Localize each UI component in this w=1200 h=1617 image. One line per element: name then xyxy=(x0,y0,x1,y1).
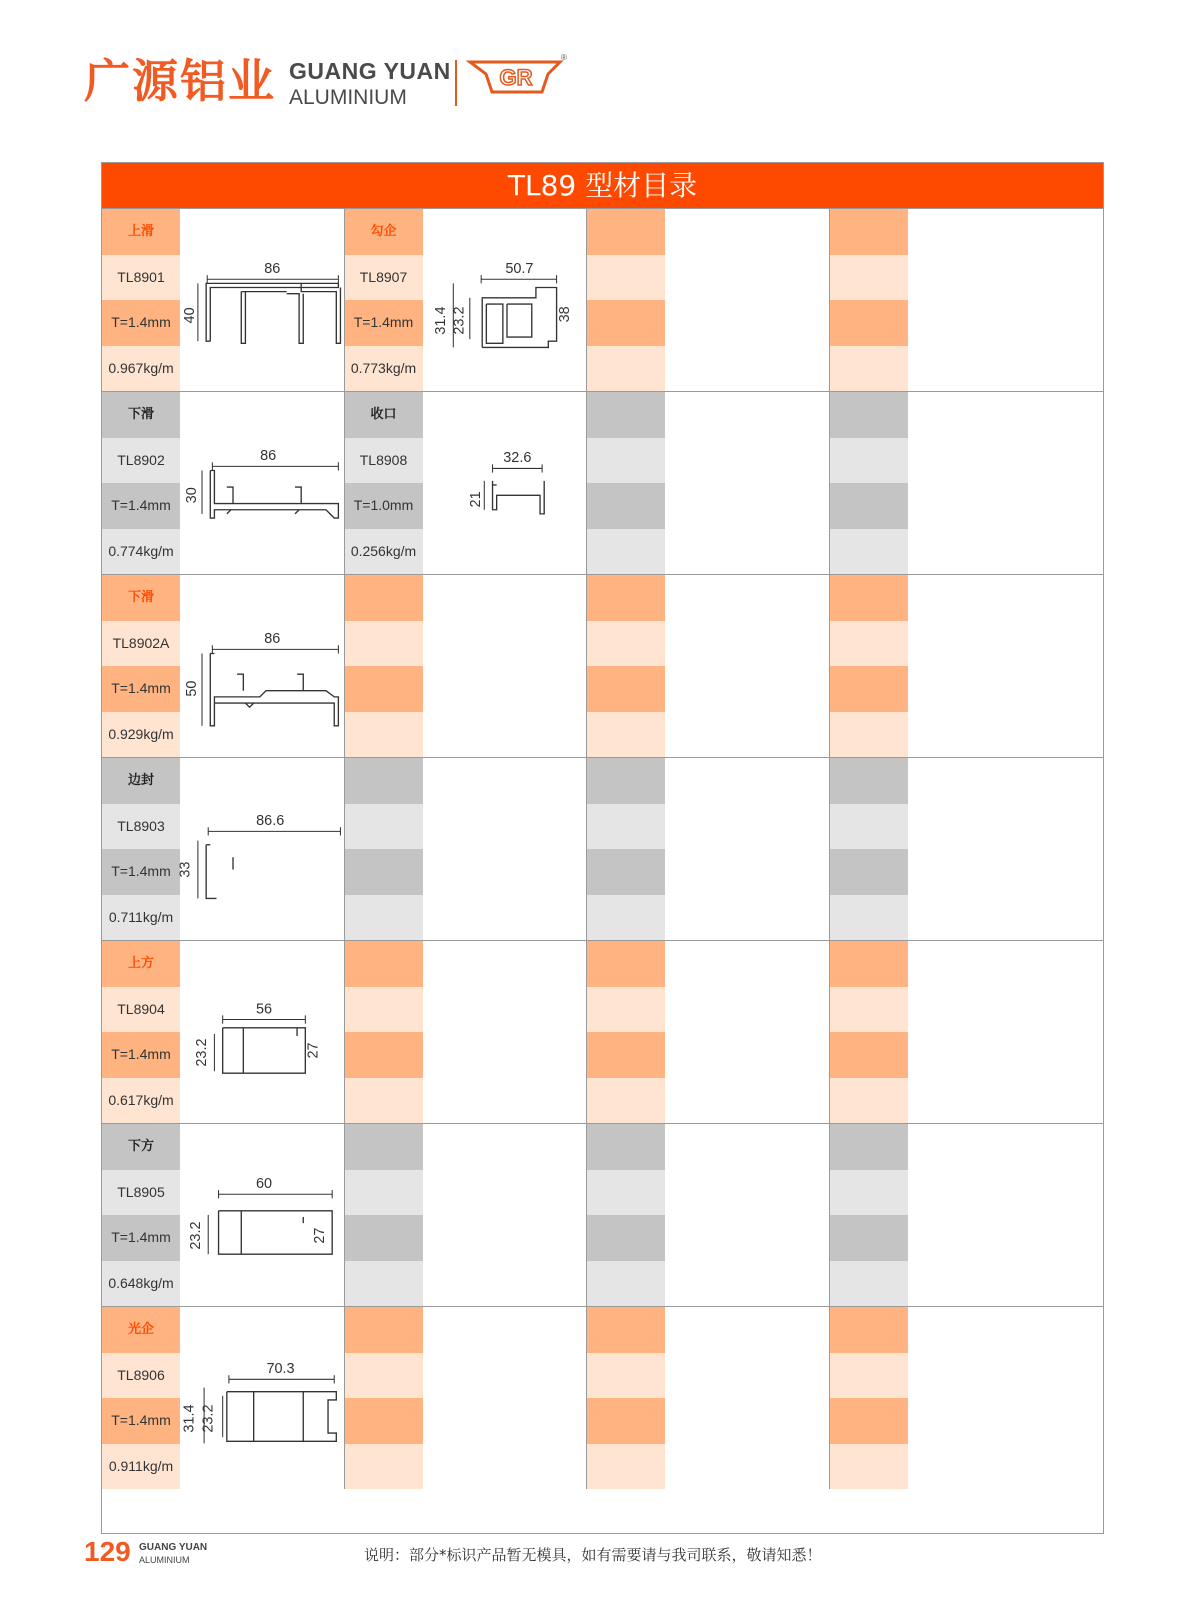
table-title: TL89 型材目录 xyxy=(102,163,1103,208)
profile-thickness xyxy=(830,666,908,712)
profile-weight xyxy=(830,346,908,392)
profile-code xyxy=(830,1170,908,1216)
profile-weight xyxy=(587,346,665,392)
profile-weight xyxy=(345,1444,423,1490)
info-strip xyxy=(830,758,908,940)
info-strip xyxy=(102,1307,180,1489)
profile-weight xyxy=(345,895,423,941)
profile-name: 下方 xyxy=(102,1124,180,1170)
catalog-cell xyxy=(102,209,345,391)
profile-code xyxy=(587,1170,665,1216)
profile-outline xyxy=(227,487,233,504)
catalog-cell xyxy=(830,392,1073,574)
profile-weight: 0.929kg/m xyxy=(102,712,180,758)
profile-thickness: T=1.4mm xyxy=(102,1215,180,1261)
profile-code xyxy=(345,1353,423,1399)
profile-name: 边封 xyxy=(102,758,180,804)
catalog-cell xyxy=(102,575,345,757)
dimension-label: 38 xyxy=(556,306,573,323)
info-strip xyxy=(587,575,665,757)
profile-outline xyxy=(241,292,245,344)
catalog-cell xyxy=(102,1124,345,1306)
brand-name-cn: 广源铝业 xyxy=(84,54,276,108)
profile-thickness xyxy=(830,1215,908,1261)
dimension-label: 86 xyxy=(260,448,277,465)
profile-thickness: T=1.0mm xyxy=(345,483,423,529)
catalog-cell xyxy=(102,941,345,1123)
profile-thickness xyxy=(345,849,423,895)
footer-brand: GUANG YUAN xyxy=(139,1542,208,1553)
profile-weight xyxy=(345,712,423,758)
profile-weight xyxy=(587,1078,665,1124)
profile-name: 光企 xyxy=(102,1307,180,1353)
profile-outline xyxy=(492,481,544,514)
profile-name xyxy=(345,575,423,621)
profile-weight xyxy=(587,895,665,941)
profile-outline xyxy=(223,1028,306,1073)
profile-thickness xyxy=(587,1398,665,1444)
catalog-cell xyxy=(345,209,588,391)
info-strip xyxy=(345,209,423,391)
profile-name: 收口 xyxy=(345,392,423,438)
profile-code: TL8908 xyxy=(345,438,423,484)
profile-code xyxy=(830,438,908,484)
profile-weight xyxy=(830,895,908,941)
catalog-row xyxy=(102,574,1103,757)
profile-thickness xyxy=(587,666,665,712)
profile-code xyxy=(345,804,423,850)
catalog-cell xyxy=(830,1124,1073,1306)
info-strip xyxy=(587,758,665,940)
profile-name: 下滑 xyxy=(102,575,180,621)
profile-drawing xyxy=(180,575,348,763)
profile-name xyxy=(587,392,665,438)
profile-weight: 0.773kg/m xyxy=(345,346,423,392)
profile-code xyxy=(830,621,908,667)
profile-outline xyxy=(486,304,503,343)
catalog-row xyxy=(102,391,1103,574)
profile-code: TL8902 xyxy=(102,438,180,484)
profile-thickness: T=1.4mm xyxy=(102,849,180,895)
info-strip xyxy=(102,392,180,574)
profile-outline xyxy=(301,283,340,343)
profile-thickness xyxy=(830,1032,908,1078)
profile-code: TL8904 xyxy=(102,987,180,1033)
profile-name xyxy=(830,575,908,621)
profile-catalog-table xyxy=(101,162,1104,1534)
profile-code xyxy=(830,987,908,1033)
info-strip xyxy=(345,1124,423,1306)
page-header xyxy=(84,48,784,112)
catalog-row xyxy=(102,1306,1103,1489)
registered-mark: ® xyxy=(561,53,567,62)
profile-code xyxy=(830,255,908,301)
profile-name xyxy=(345,1124,423,1170)
catalog-cell xyxy=(587,209,830,391)
profile-name xyxy=(830,941,908,987)
catalog-cell xyxy=(830,941,1073,1123)
catalog-cell xyxy=(830,758,1073,940)
dimension-label: 23.2 xyxy=(200,1404,217,1433)
profile-thickness xyxy=(587,1215,665,1261)
profile-name xyxy=(830,209,908,255)
info-strip xyxy=(587,1124,665,1306)
dimension-label: 56 xyxy=(255,1001,273,1018)
profile-code xyxy=(587,438,665,484)
dimension-label: 27 xyxy=(311,1227,328,1244)
info-strip xyxy=(345,758,423,940)
dimension-label: 23.2 xyxy=(451,306,468,335)
profile-thickness xyxy=(587,849,665,895)
info-strip xyxy=(102,758,180,940)
info-strip xyxy=(830,209,908,391)
catalog-row xyxy=(102,208,1103,391)
profile-outline xyxy=(287,294,304,344)
profile-weight xyxy=(830,712,908,758)
profile-thickness: T=1.4mm xyxy=(102,483,180,529)
dimension-label: 33 xyxy=(177,861,194,878)
catalog-cell xyxy=(102,758,345,940)
dimension-label: 21 xyxy=(467,491,484,508)
info-strip xyxy=(102,209,180,391)
catalog-cell xyxy=(587,1307,830,1489)
profile-thickness xyxy=(345,1398,423,1444)
profile-drawing xyxy=(180,941,348,1129)
catalog-row xyxy=(102,757,1103,940)
profile-code xyxy=(345,1170,423,1216)
profile-name xyxy=(345,758,423,804)
profile-weight xyxy=(345,1078,423,1124)
profile-drawing xyxy=(423,209,591,397)
profile-code: TL8907 xyxy=(345,255,423,301)
profile-thickness: T=1.4mm xyxy=(345,300,423,346)
dimension-label: 30 xyxy=(183,487,200,504)
catalog-cell xyxy=(102,1307,345,1489)
dimension-label: 86.6 xyxy=(256,813,285,830)
info-strip xyxy=(102,1124,180,1306)
profile-code xyxy=(830,1353,908,1399)
profile-weight: 0.617kg/m xyxy=(102,1078,180,1124)
dimension-label: 70.3 xyxy=(266,1361,295,1378)
brand-logo xyxy=(468,52,568,104)
footer-note: 说明：部分*标识产品暂无模具，如有需要请与我司联系，敬请知悉！ xyxy=(364,1546,822,1564)
profile-thickness xyxy=(587,300,665,346)
catalog-cell xyxy=(587,575,830,757)
profile-drawing xyxy=(180,1124,348,1312)
catalog-cell xyxy=(345,1124,588,1306)
profile-code xyxy=(345,987,423,1033)
profile-name xyxy=(587,758,665,804)
dimension-label: 32.6 xyxy=(502,450,531,467)
profile-weight: 0.967kg/m xyxy=(102,346,180,392)
profile-weight: 0.256kg/m xyxy=(345,529,423,575)
profile-thickness: T=1.4mm xyxy=(102,300,180,346)
dimension-label: 40 xyxy=(181,307,198,324)
profile-outline xyxy=(237,674,243,691)
profile-code: TL8906 xyxy=(102,1353,180,1399)
info-strip xyxy=(102,575,180,757)
catalog-cell xyxy=(830,209,1073,391)
info-strip xyxy=(830,1124,908,1306)
catalog-cell xyxy=(587,758,830,940)
info-strip xyxy=(345,1307,423,1489)
profile-weight xyxy=(587,1444,665,1490)
dimension-label: 31.4 xyxy=(432,306,449,335)
profile-weight xyxy=(345,1261,423,1307)
info-strip xyxy=(587,941,665,1123)
brand-subtitle-en: ALUMINIUM xyxy=(289,86,407,109)
profile-name xyxy=(830,1307,908,1353)
info-strip xyxy=(345,392,423,574)
profile-name xyxy=(830,758,908,804)
info-strip xyxy=(830,392,908,574)
profile-weight: 0.774kg/m xyxy=(102,529,180,575)
profile-drawing xyxy=(423,392,591,580)
profile-thickness xyxy=(345,1215,423,1261)
profile-code xyxy=(587,621,665,667)
profile-outline xyxy=(295,487,301,504)
profile-weight: 0.711kg/m xyxy=(102,895,180,941)
dimension-label: 50 xyxy=(183,680,200,697)
profile-weight xyxy=(830,1078,908,1124)
header-divider xyxy=(455,60,457,106)
profile-weight xyxy=(830,529,908,575)
profile-name: 上滑 xyxy=(102,209,180,255)
catalog-cell xyxy=(587,392,830,574)
profile-weight xyxy=(587,1261,665,1307)
profile-weight xyxy=(587,712,665,758)
profile-code: TL8905 xyxy=(102,1170,180,1216)
profile-code xyxy=(345,621,423,667)
profile-outline xyxy=(206,845,216,899)
profile-name: 勾企 xyxy=(345,209,423,255)
profile-code: TL8902A xyxy=(102,621,180,667)
dimension-label: 86 xyxy=(264,631,281,648)
catalog-cell xyxy=(345,1307,588,1489)
profile-drawing xyxy=(180,209,348,397)
dimension-label: 23.2 xyxy=(187,1221,204,1250)
profile-thickness xyxy=(830,849,908,895)
profile-thickness xyxy=(830,300,908,346)
profile-code xyxy=(830,804,908,850)
dimension-label: 86 xyxy=(264,261,281,278)
info-strip xyxy=(830,941,908,1123)
profile-name xyxy=(587,1124,665,1170)
profile-thickness: T=1.4mm xyxy=(102,666,180,712)
profile-outline xyxy=(297,674,303,691)
profile-code xyxy=(587,804,665,850)
info-strip xyxy=(345,575,423,757)
catalog-cell xyxy=(830,575,1073,757)
profile-code: TL8903 xyxy=(102,804,180,850)
catalog-cell xyxy=(345,392,588,574)
info-strip xyxy=(830,575,908,757)
profile-thickness xyxy=(587,1032,665,1078)
profile-name xyxy=(345,1307,423,1353)
profile-thickness xyxy=(830,483,908,529)
profile-name xyxy=(830,392,908,438)
profile-code xyxy=(587,255,665,301)
profile-name xyxy=(587,1307,665,1353)
profile-name: 下滑 xyxy=(102,392,180,438)
catalog-cell xyxy=(345,758,588,940)
dimension-label: 60 xyxy=(255,1176,273,1193)
info-strip xyxy=(587,209,665,391)
footer-brand-sub: ALUMINIUM xyxy=(139,1555,190,1565)
info-strip xyxy=(102,941,180,1123)
catalog-cell xyxy=(102,392,345,574)
profile-code xyxy=(587,987,665,1033)
profile-drawing xyxy=(180,1307,348,1495)
profile-name xyxy=(587,575,665,621)
dimension-label: 31.4 xyxy=(181,1404,198,1433)
profile-outline xyxy=(482,288,556,348)
profile-drawing xyxy=(180,392,348,580)
info-strip xyxy=(587,392,665,574)
catalog-row xyxy=(102,940,1103,1123)
logo-text: GR xyxy=(499,65,533,90)
profile-name xyxy=(587,209,665,255)
profile-thickness xyxy=(345,666,423,712)
profile-thickness xyxy=(830,1398,908,1444)
dimension-label: 27 xyxy=(305,1042,322,1059)
profile-weight: 0.648kg/m xyxy=(102,1261,180,1307)
catalog-row xyxy=(102,1123,1103,1306)
catalog-cell xyxy=(345,941,588,1123)
brand-name-en: GUANG YUAN xyxy=(289,58,451,84)
dimension-label: 50.7 xyxy=(504,261,533,278)
profile-code xyxy=(587,1353,665,1399)
info-strip xyxy=(345,941,423,1123)
profile-name xyxy=(830,1124,908,1170)
profile-name xyxy=(587,941,665,987)
profile-weight xyxy=(830,1261,908,1307)
profile-thickness: T=1.4mm xyxy=(102,1398,180,1444)
catalog-cell xyxy=(830,1307,1073,1489)
profile-thickness xyxy=(345,1032,423,1078)
profile-weight xyxy=(830,1444,908,1490)
profile-weight: 0.911kg/m xyxy=(102,1444,180,1490)
profile-weight xyxy=(587,529,665,575)
profile-outline xyxy=(210,654,338,726)
info-strip xyxy=(587,1307,665,1489)
catalog-cell xyxy=(345,575,588,757)
profile-drawing xyxy=(177,758,348,946)
profile-outline xyxy=(507,304,532,337)
profile-name xyxy=(345,941,423,987)
profile-name: 上方 xyxy=(102,941,180,987)
profile-thickness xyxy=(587,483,665,529)
page-number: 129 xyxy=(84,1536,131,1567)
info-strip xyxy=(830,1307,908,1489)
profile-code: TL8901 xyxy=(102,255,180,301)
profile-outline xyxy=(227,1392,336,1442)
catalog-cell xyxy=(587,941,830,1123)
catalog-cell xyxy=(587,1124,830,1306)
dimension-label: 23.2 xyxy=(194,1038,211,1067)
profile-thickness: T=1.4mm xyxy=(102,1032,180,1078)
